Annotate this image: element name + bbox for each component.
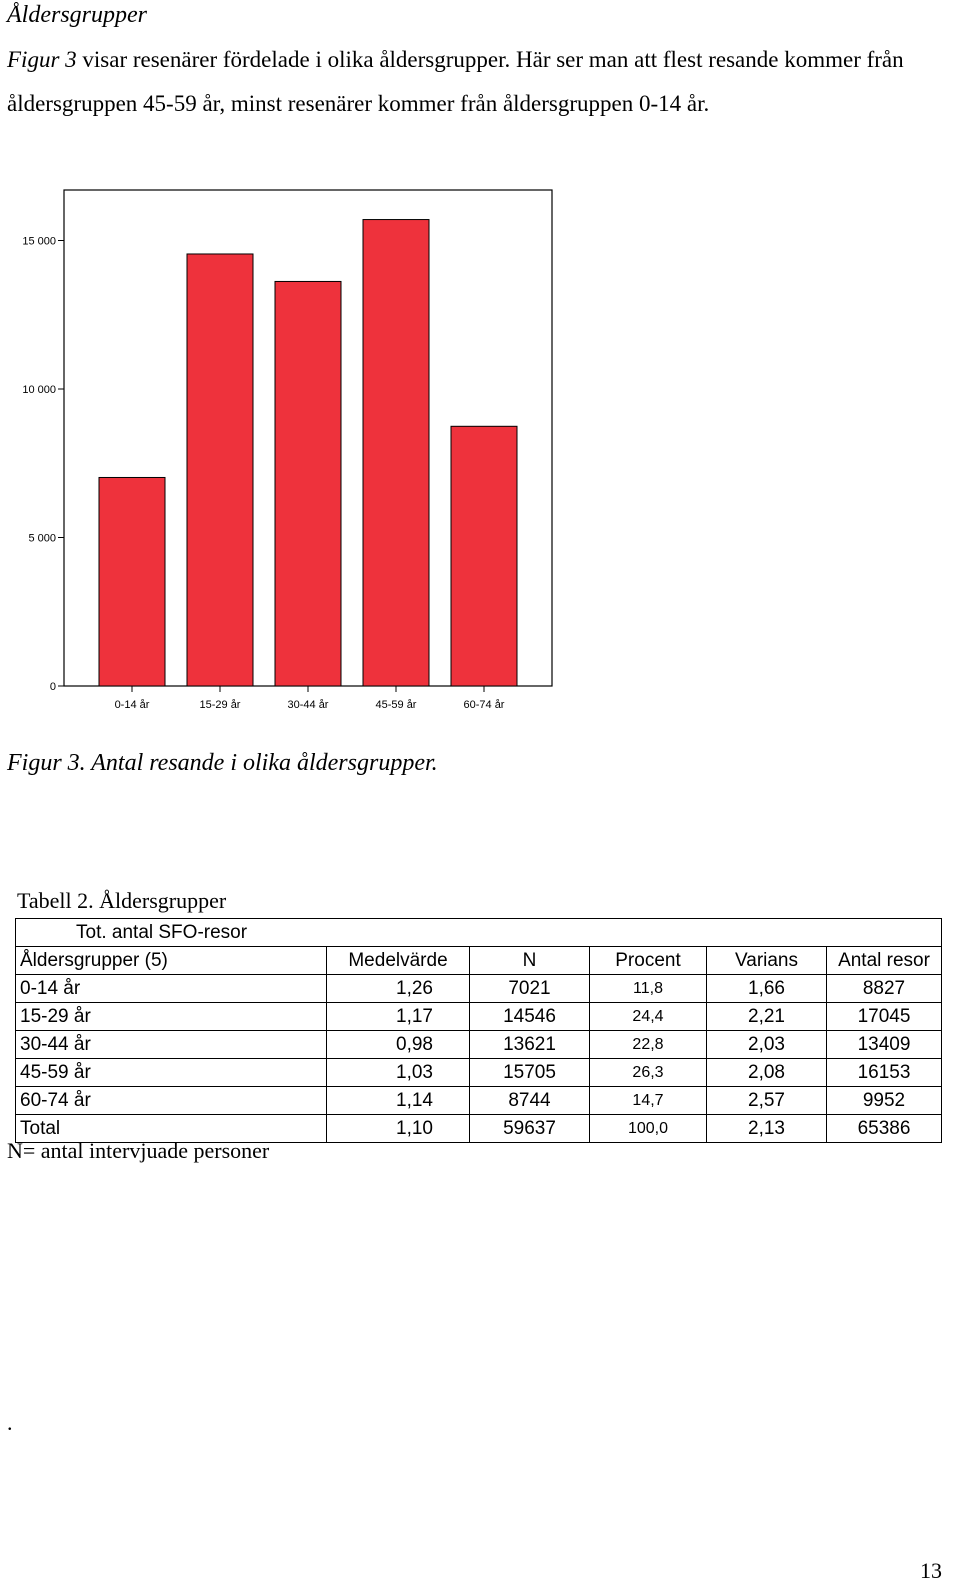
- cell-trips: 16153: [827, 1059, 942, 1087]
- col-header-percent: Procent: [590, 947, 707, 975]
- cell-age-group: 45-59 år: [16, 1059, 327, 1087]
- figure-reference: Figur 3: [7, 47, 77, 72]
- x-tick-label: 0-14 år: [114, 699, 150, 711]
- age-group-table: [15, 918, 942, 1143]
- cell-trips: 9952: [827, 1087, 942, 1115]
- table-row: [16, 1087, 942, 1115]
- cell-mean: 1,10: [327, 1115, 470, 1143]
- cell-percent: 26,3: [590, 1059, 707, 1087]
- cell-variance: 2,08: [707, 1059, 827, 1087]
- bar-0-14-år: [99, 477, 165, 686]
- intro-text: visar resenärer fördelade i olika åldersgrupper. Här ser man att flest resande kommer från åldersgruppen 45-59 år, minst resenärer kommer från åldersgruppen 0-14 år.: [7, 47, 904, 116]
- cell-variance: 2,13: [707, 1115, 827, 1143]
- intro-paragraph: [7, 38, 942, 126]
- cell-trips: 65386: [827, 1115, 942, 1143]
- cell-n: 7021: [470, 975, 590, 1003]
- y-tick-label: 15 000: [22, 235, 56, 248]
- cell-percent: 24,4: [590, 1003, 707, 1031]
- cell-mean: 1,26: [327, 975, 470, 1003]
- table-row: [16, 1003, 942, 1031]
- page-number: 13: [920, 1558, 942, 1583]
- cell-n: 15705: [470, 1059, 590, 1087]
- table-header-row: [16, 947, 942, 975]
- col-header-variance: Varians: [707, 947, 827, 975]
- cell-variance: 2,57: [707, 1087, 827, 1115]
- table-title: Tabell 2. Åldersgrupper: [17, 888, 227, 913]
- cell-percent: 22,8: [590, 1031, 707, 1059]
- cell-percent: 11,8: [590, 975, 707, 1003]
- table-row: [16, 1059, 942, 1087]
- x-tick-label: 30-44 år: [287, 699, 329, 711]
- col-header-age-group: Åldersgrupper (5): [16, 947, 327, 975]
- bar-30-44-år: [275, 281, 341, 686]
- cell-trips: 13409: [827, 1031, 942, 1059]
- cell-n: 59637: [470, 1115, 590, 1143]
- cell-variance: 2,03: [707, 1031, 827, 1059]
- bar-60-74-år: [451, 426, 517, 686]
- table-row: [16, 975, 942, 1003]
- y-tick-label: 10 000: [22, 383, 56, 396]
- cell-percent: 14,7: [590, 1087, 707, 1115]
- cell-age-group: 15-29 år: [16, 1003, 327, 1031]
- cell-mean: 1,03: [327, 1059, 470, 1087]
- table-row: [16, 1031, 942, 1059]
- x-tick-label: 45-59 år: [375, 699, 417, 711]
- col-header-n: N: [470, 947, 590, 975]
- cell-age-group: 0-14 år: [16, 975, 327, 1003]
- cell-age-group: 30-44 år: [16, 1031, 327, 1059]
- cell-percent: 100,0: [590, 1115, 707, 1143]
- bar-45-59-år: [363, 220, 429, 686]
- cell-variance: 1,66: [707, 975, 827, 1003]
- age-group-bar-chart: [0, 180, 560, 725]
- y-tick-label: 0: [49, 681, 56, 693]
- cell-n: 13621: [470, 1031, 590, 1059]
- section-heading: Åldersgrupper: [7, 2, 147, 28]
- cell-mean: 1,17: [327, 1003, 470, 1031]
- table-group-header-row: [16, 919, 942, 947]
- x-tick-label: 15-29 år: [199, 699, 241, 711]
- table-note: N= antal intervjuade personer: [7, 1138, 270, 1163]
- bar-15-29-år: [187, 254, 253, 686]
- col-header-trips: Antal resor: [827, 947, 942, 975]
- y-tick-label: 5 000: [28, 532, 56, 545]
- cell-trips: 8827: [827, 975, 942, 1003]
- cell-n: 14546: [470, 1003, 590, 1031]
- cell-n: 8744: [470, 1087, 590, 1115]
- cell-variance: 2,21: [707, 1003, 827, 1031]
- cell-age-group: 60-74 år: [16, 1087, 327, 1115]
- figure-caption: Figur 3. Antal resande i olika åldersgrupper.: [7, 750, 438, 776]
- stray-dot: .: [7, 1410, 13, 1435]
- group-header: Tot. antal SFO-resor: [16, 919, 942, 947]
- cell-age-group: Total: [16, 1115, 327, 1143]
- col-header-mean: Medelvärde: [327, 947, 470, 975]
- x-tick-label: 60-74 år: [463, 699, 505, 711]
- cell-trips: 17045: [827, 1003, 942, 1031]
- cell-mean: 1,14: [327, 1087, 470, 1115]
- cell-mean: 0,98: [327, 1031, 470, 1059]
